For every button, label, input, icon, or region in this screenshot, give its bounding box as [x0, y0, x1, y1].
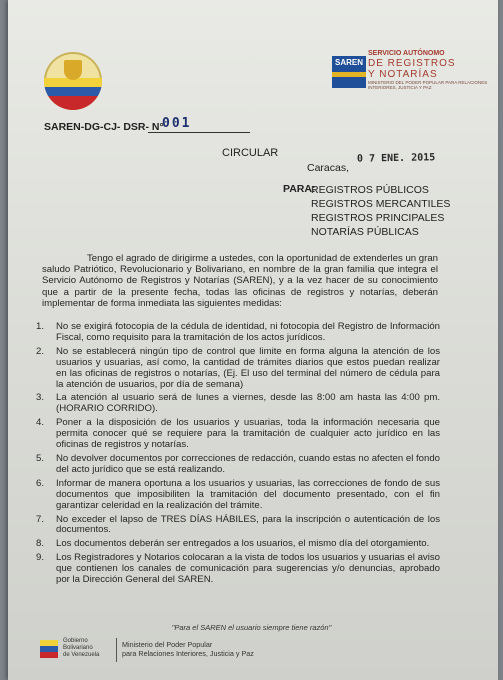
measure-text: Informar de manera oportuna a los usuarios y usuarias, las correcciones de fondo de sus documentos que imposibiliten la tramitación del documento presentado, con el fin garantizar celeridad en la realización del trámite. — [56, 477, 440, 511]
measure-item — [36, 454, 440, 476]
saren-logo-badge — [332, 56, 366, 88]
measure-number: 3. — [36, 392, 45, 404]
government-line: Bolivariano — [63, 645, 93, 651]
addressee-line: REGISTROS PRINCIPALES — [311, 212, 445, 224]
saren-name-block — [368, 50, 488, 90]
intro-paragraph: Tengo el agrado de dirigirme a ustedes, con la oportunidad de extenderles un gran saludo Patriótico, Revolucionario y Bolivariano, en nombre de la gran familia que integra el Servicio Autónomo de Registros y Notarías (SAREN), y a la vez hacer de su conocimiento que a partir de la presente fecha, todas las oficinas de registros y notarías, deberán implementar de forma inmediata las siguientes medidas: — [42, 253, 438, 309]
measure-item — [36, 347, 440, 391]
government-line: Gobierno — [63, 638, 88, 644]
measure-item — [36, 515, 440, 537]
measure-number: 8. — [36, 538, 45, 550]
flag-red-band — [40, 652, 58, 658]
footer — [40, 638, 460, 664]
measure-text: Los documentos deberán ser entregados a los usuarios, el mismo día del otorgamiento. — [56, 538, 430, 550]
measure-item — [36, 539, 440, 550]
footer-divider — [116, 638, 117, 662]
reference-underline — [148, 132, 250, 133]
addressee-list — [311, 183, 450, 239]
measure-text: La atención al usuario será de lunes a viernes, desde las 8:00 am hasta las 4:00 pm. (HORARIO CORRIDO). — [56, 392, 440, 415]
measure-number: 7. — [36, 513, 45, 525]
addressee-line: REGISTROS MERCANTILES — [311, 198, 451, 210]
place: Caracas, — [307, 162, 350, 174]
measure-number: 5. — [36, 452, 45, 464]
date-stamp: 0 7 ENE. 2015 — [356, 152, 436, 165]
measure-number: 1. — [36, 321, 45, 332]
saren-name-line1: SERVICIO AUTÓNOMO — [368, 50, 445, 57]
seal-blue-stripe — [44, 87, 102, 96]
saren-badge-text: SAREN — [334, 58, 363, 67]
reference-number: 001 — [162, 116, 192, 131]
ministry-line1: Ministerio del Poder Popular — [122, 640, 213, 649]
measures-list — [36, 322, 440, 589]
measure-item — [36, 418, 440, 451]
motto: "Para el SAREN el usuario siempre tiene razón" — [171, 623, 332, 632]
measure-item — [36, 553, 440, 586]
venezuela-flag-icon — [40, 640, 58, 658]
reference-prefix: SAREN-DG-CJ- DSR- N° — [44, 121, 164, 133]
measure-text: No se exigirá fotocopia de la cédula de identidad, ni fotocopia del Registro de Información Fiscal, como requisito para la tramitación de los actos jurídicos. — [56, 321, 440, 343]
measure-item — [36, 479, 440, 512]
coat-of-arms-seal — [44, 52, 102, 110]
measure-text: Poner a la disposición de los usuarios y usuarias, toda la información necesaria que permita conocer qué se requiere para la tramitación de cualquier acto jurídico en las oficinas de registros y notarías. — [56, 417, 440, 451]
measure-text: Los Registradores y Notarios colocaran a la vista de todos los usuarios y usuarias el aviso que contienen los canales de comunicación para sugerencias y/o denuncias, aprobado por la Dirección General del SAREN. — [56, 552, 440, 586]
addressee-line: NOTARÍAS PÚBLICAS — [311, 226, 419, 238]
addressee-label: PARA: — [283, 183, 316, 195]
ministry-line2: para Relaciones Interiores, Justicia y Paz — [122, 649, 254, 658]
ministry-label — [122, 640, 254, 658]
measure-item — [36, 322, 440, 344]
measure-number: 6. — [36, 477, 45, 489]
saren-logo-wave — [332, 72, 366, 77]
measure-text: No se establecerá ningún tipo de control que limite en forma alguna la atención de los usuarios y usuarias, así como, la cantidad de trámites diarios que estos puedan realizar en las oficinas de registros o notarías, (Ej. El uso del terminal del número de cédula para la atención de usuarios, por día de semana) — [56, 345, 440, 390]
measure-item — [36, 393, 440, 415]
government-line: de Venezuela — [63, 652, 100, 658]
measure-text: No exceder el lapso de TRES DÍAS HÁBILES, para la inscripción o autenticación de los documentos. — [56, 513, 440, 536]
seal-red-stripe — [44, 96, 102, 110]
saren-name-line4: MINISTERIO DEL PODER POPULAR PARA RELACIONES INTERIORES, JUSTICIA Y PAZ — [368, 80, 488, 90]
measure-number: 9. — [36, 552, 45, 564]
measure-number: 4. — [36, 417, 45, 429]
saren-name-line3: Y NOTARÍAS — [368, 69, 438, 80]
saren-name-line2: DE REGISTROS — [368, 58, 456, 69]
measure-text: No devolver documentos por correcciones de redacción, cuando estas no afecten el fondo del acto jurídico que se está realizando. — [56, 452, 440, 475]
document-type: CIRCULAR — [222, 147, 279, 159]
seal-shield-icon — [64, 60, 82, 80]
addressee-line: REGISTROS PÚBLICOS — [311, 184, 429, 196]
measure-number: 2. — [36, 345, 45, 357]
